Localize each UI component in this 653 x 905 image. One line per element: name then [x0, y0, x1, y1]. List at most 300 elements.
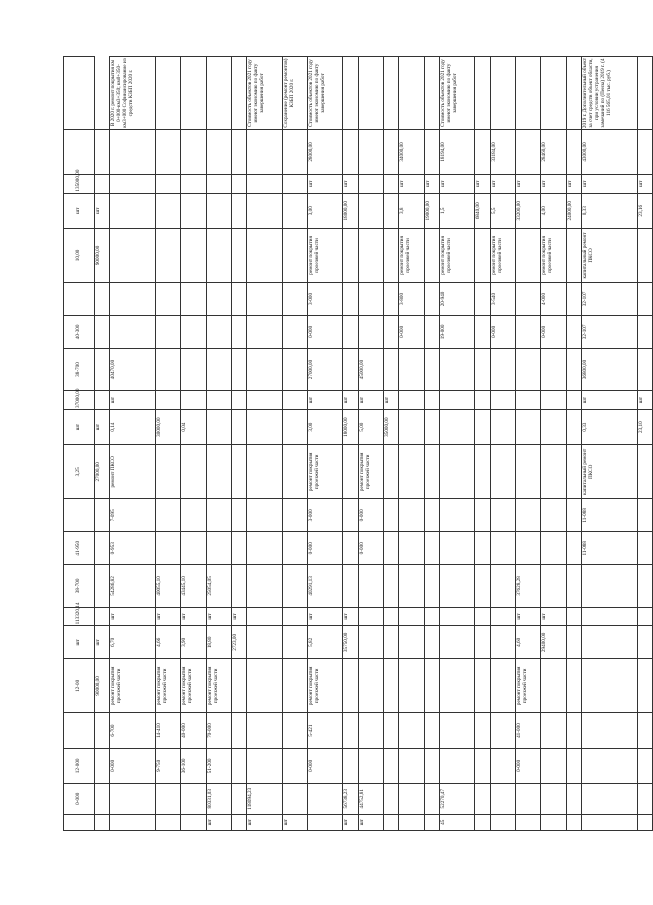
table-cell [343, 748, 358, 783]
table-row [439, 57, 474, 831]
table-cell: ремонт покрытия проезжей части [155, 659, 180, 713]
table-cell [181, 499, 206, 532]
table-cell [399, 607, 424, 626]
table-cell: ремонт покрытия проезжей части [307, 659, 342, 713]
table-cell [307, 814, 342, 830]
table-cell: 27000,00 [95, 445, 110, 499]
table-cell [515, 409, 540, 444]
table-cell: ремонт покрытия проезжей части [358, 445, 383, 499]
table-cell [95, 565, 110, 607]
table-cell [384, 282, 399, 315]
table-cell [384, 348, 399, 390]
table-cell [384, 783, 399, 814]
table-cell [424, 814, 439, 830]
table-cell [399, 532, 424, 565]
table-row [637, 57, 652, 831]
table-cell [343, 445, 358, 499]
table-cell [95, 130, 110, 175]
table-cell [231, 532, 246, 565]
table-cell [424, 532, 439, 565]
table-cell [282, 783, 307, 814]
table-cell [581, 748, 637, 783]
table-cell [181, 532, 206, 565]
table-cell [95, 282, 110, 315]
table-cell [206, 409, 231, 444]
table-cell [490, 783, 515, 814]
table-cell: 32-107 [581, 282, 637, 315]
table-cell [343, 348, 358, 390]
table-cell: 3,00 [307, 409, 342, 444]
table-cell [566, 748, 581, 783]
table-cell [358, 130, 383, 175]
table-cell [566, 713, 581, 748]
table-cell [206, 57, 231, 130]
table-cell: шт [282, 814, 307, 830]
table-cell [282, 607, 307, 626]
table-cell: 11-088 [581, 532, 637, 565]
table-cell [490, 499, 515, 532]
table-cell [231, 659, 246, 713]
table-cell: шт [206, 607, 231, 626]
table-cell [490, 713, 515, 748]
table-cell: 40291,13 [307, 565, 342, 607]
table-cell [384, 130, 399, 175]
table-cell [358, 659, 383, 713]
table-cell: шт [637, 391, 652, 410]
table-cell [384, 228, 399, 282]
table-cell [231, 748, 246, 783]
table-cell: ремонт покрытия проезжей части [206, 659, 231, 713]
table-cell: 0-000 [399, 315, 424, 348]
table-cell [282, 565, 307, 607]
table-row [110, 57, 156, 831]
table-cell: капитальный ремонт ПКСО [581, 445, 637, 499]
table-cell [439, 348, 474, 390]
table-cell [343, 565, 358, 607]
table-cell [399, 445, 424, 499]
table-cell: 2723,00 [231, 626, 246, 659]
table-cell [358, 193, 383, 228]
table-cell [181, 57, 206, 130]
table-cell [490, 532, 515, 565]
table-cell [95, 532, 110, 565]
table-cell [95, 748, 110, 783]
table-row [358, 57, 383, 831]
table-cell [566, 409, 581, 444]
table-cell [637, 659, 652, 713]
table-cell [475, 228, 490, 282]
table-cell [475, 532, 490, 565]
table-cell: 0,14 [110, 409, 156, 444]
table-cell [181, 228, 206, 282]
table-cell: шт [475, 174, 490, 193]
table-cell: 36-100 [181, 748, 206, 783]
table-cell [206, 391, 231, 410]
table-cell: 36800,00 [581, 348, 637, 390]
table-cell [155, 193, 180, 228]
table-cell: шт [424, 174, 439, 193]
table-cell: 0-953 [110, 532, 156, 565]
table-cell [181, 391, 206, 410]
table-row [95, 57, 110, 831]
table-cell: 41-950 [64, 532, 95, 565]
table-cell [424, 626, 439, 659]
table-cell [515, 391, 540, 410]
table-cell: 135000,00 [64, 174, 95, 193]
table-cell [490, 565, 515, 607]
table-cell [247, 626, 282, 659]
table-cell: Стоимость объектов 2021 году имеют экономию по факту завершения работ [439, 57, 474, 130]
table-cell: 33184,00 [490, 130, 515, 175]
table-cell [247, 713, 282, 748]
table-cell [206, 499, 231, 532]
table-cell: 3,8 [399, 193, 424, 228]
table-cell [475, 565, 490, 607]
table-cell [490, 409, 515, 444]
table-cell [384, 626, 399, 659]
table-cell [515, 445, 540, 499]
table-row [566, 57, 581, 831]
table-cell [490, 445, 515, 499]
table-cell [181, 445, 206, 499]
table-cell: 4,66 [155, 626, 180, 659]
table-cell [566, 499, 581, 532]
table-cell [231, 315, 246, 348]
table-cell [343, 499, 358, 532]
table-row [399, 57, 424, 831]
table-cell: 3-000 [307, 282, 342, 315]
table-cell: 0-000 [307, 315, 342, 348]
table-cell [231, 783, 246, 814]
table-cell: 113320,14 [64, 607, 95, 626]
table-cell: 4,60 [515, 626, 540, 659]
table-cell: 3,90 [181, 626, 206, 659]
table-cell [358, 565, 383, 607]
table-cell [637, 532, 652, 565]
table-cell: ремонт покрытия проезжей части [181, 659, 206, 713]
table-cell: 51-200 [206, 748, 231, 783]
table-cell: 43445,10 [181, 565, 206, 607]
table-cell: 38-700 [64, 565, 95, 607]
table-cell [490, 607, 515, 626]
table-cell [399, 659, 424, 713]
table-cell [155, 130, 180, 175]
table-cell [110, 228, 156, 282]
table-cell: 19-000 [439, 315, 474, 348]
table-cell [282, 713, 307, 748]
table-cell: 3,00 [307, 193, 342, 228]
table-cell: 0,04 [181, 409, 206, 444]
table-cell [282, 532, 307, 565]
table-cell: шт [110, 607, 156, 626]
table-cell [282, 315, 307, 348]
table-cell: 25054,05 [206, 565, 231, 607]
table-row [231, 57, 246, 831]
table-cell: шт [155, 607, 180, 626]
table-cell [581, 626, 637, 659]
table-cell [247, 348, 282, 390]
table-cell: 29400,00 [541, 626, 566, 659]
table-cell [384, 174, 399, 193]
table-cell [231, 174, 246, 193]
table-cell: шт [541, 174, 566, 193]
table-cell [424, 659, 439, 713]
table-cell [282, 174, 307, 193]
table-cell [282, 282, 307, 315]
table-cell [475, 348, 490, 390]
table-cell [637, 445, 652, 499]
table-cell [581, 659, 637, 713]
table-cell: 0-000 [64, 783, 95, 814]
table-cell [439, 713, 474, 748]
table-cell: 56738,23 [343, 783, 358, 814]
table-cell [399, 783, 424, 814]
table-cell [439, 445, 474, 499]
table-cell: ремонт покрытия проезжей части [110, 659, 156, 713]
table-row [64, 57, 95, 831]
table-cell [181, 315, 206, 348]
table-cell [541, 532, 566, 565]
table-cell: 1,5 [439, 193, 474, 228]
table-cell [155, 174, 180, 193]
table-row [515, 57, 540, 831]
table-cell [206, 315, 231, 348]
table-row [384, 57, 399, 831]
table-cell: 0-000 [358, 532, 383, 565]
table-cell: 0-000 [358, 499, 383, 532]
table-cell [581, 713, 637, 748]
table-cell [384, 315, 399, 348]
table-cell [231, 445, 246, 499]
table-cell [155, 282, 180, 315]
table-cell: ремонт покрытия проезжей части [307, 228, 342, 282]
table-cell [282, 659, 307, 713]
table-cell: капитальный ремонт ПКСО [581, 228, 637, 282]
table-cell [439, 659, 474, 713]
table-cell [384, 607, 399, 626]
table-cell: шт [343, 174, 358, 193]
table-cell [110, 282, 156, 315]
table-cell: 0-000 [541, 315, 566, 348]
table-cell [110, 174, 156, 193]
table-cell: 0-000 [307, 532, 342, 565]
table-cell [475, 57, 490, 130]
table-cell [155, 348, 180, 390]
table-cell [343, 315, 358, 348]
table-cell [637, 814, 652, 830]
table-cell [541, 391, 566, 410]
table-cell [424, 783, 439, 814]
table-cell: 24000,00 [566, 193, 581, 228]
table-cell: 5,5 [490, 193, 515, 228]
table-cell [206, 282, 231, 315]
table-cell [110, 130, 156, 175]
table-cell [399, 565, 424, 607]
table-cell [424, 130, 439, 175]
table-cell: 0,33 [581, 409, 637, 444]
table-cell [541, 565, 566, 607]
table-cell [515, 783, 540, 814]
table-cell: 44752,81 [358, 783, 383, 814]
table-cell [424, 57, 439, 130]
table-cell [439, 626, 474, 659]
table-cell: 45 [439, 814, 474, 830]
table-cell [541, 814, 566, 830]
table-cell [247, 748, 282, 783]
table-cell: шт [231, 607, 246, 626]
table-row [581, 57, 637, 831]
table-row [343, 57, 358, 831]
table-cell [110, 783, 156, 814]
table-cell [490, 814, 515, 830]
table-cell: шт [439, 174, 474, 193]
table-cell [231, 282, 246, 315]
table-cell [475, 130, 490, 175]
table-cell: 118094,23 [247, 783, 282, 814]
table-cell: 38-700 [64, 348, 95, 390]
table-cell: 40470,00 [110, 348, 156, 390]
table-cell [343, 532, 358, 565]
table-cell: 30000,00 [155, 409, 180, 444]
table-cell: 90000,00 [95, 228, 110, 282]
table-cell: шт [358, 814, 383, 830]
table-cell [343, 228, 358, 282]
table-cell [566, 607, 581, 626]
table-cell [566, 445, 581, 499]
table-cell: шт [515, 174, 540, 193]
table-cell [358, 315, 383, 348]
table-cell [358, 607, 383, 626]
table-cell [541, 445, 566, 499]
table-cell [181, 814, 206, 830]
table-cell: 11-088 [581, 499, 637, 532]
table-cell [637, 626, 652, 659]
table-cell [566, 626, 581, 659]
table-cell [384, 532, 399, 565]
table-cell: 23,10 [637, 409, 652, 444]
table-cell: 27000,00 [307, 348, 342, 390]
table-cell: шт [110, 391, 156, 410]
table-cell: 0-000 [110, 748, 156, 783]
table-cell: шт [95, 409, 110, 444]
table-cell [231, 193, 246, 228]
table-cell: шт [343, 607, 358, 626]
table-cell [637, 130, 652, 175]
table-cell: шт [64, 409, 95, 444]
table-cell: 7-095 [110, 499, 156, 532]
table-cell [247, 130, 282, 175]
table-cell [358, 174, 383, 193]
table-cell [384, 814, 399, 830]
table-cell [439, 499, 474, 532]
table-cell: 5-421 [307, 713, 342, 748]
table-cell [155, 814, 180, 830]
table-cell [247, 174, 282, 193]
table-cell [475, 315, 490, 348]
table-cell [247, 607, 282, 626]
table-cell [637, 282, 652, 315]
table-cell [515, 814, 540, 830]
table-row [247, 57, 282, 831]
table-cell [64, 57, 95, 130]
table-cell: ремонт покрытия проезжей части [399, 228, 424, 282]
table-cell [384, 499, 399, 532]
table-cell: 28460,00 [541, 130, 566, 175]
table-cell [64, 499, 95, 532]
table-cell [475, 282, 490, 315]
table-cell: шт [64, 193, 95, 228]
table-row [282, 57, 307, 831]
table-cell: 5,00 [358, 409, 383, 444]
table-cell: Стоимость объектов 2021 году имеют экономию по факту завершения работ [247, 57, 282, 130]
table-cell [566, 282, 581, 315]
table-cell [424, 748, 439, 783]
table-cell [515, 130, 540, 175]
table-cell: шт [541, 607, 566, 626]
table-cell: шт [343, 814, 358, 830]
table-cell [206, 532, 231, 565]
table-cell [206, 130, 231, 175]
table-cell [181, 282, 206, 315]
table-cell [64, 814, 95, 830]
table-cell [475, 814, 490, 830]
table-cell [399, 713, 424, 748]
table-cell: 0-000 [307, 748, 342, 783]
table-cell [424, 565, 439, 607]
table-cell [155, 783, 180, 814]
table-cell [399, 814, 424, 830]
table-cell [399, 348, 424, 390]
table-cell [566, 814, 581, 830]
table-cell: 19000,00 [424, 193, 439, 228]
table-cell [399, 748, 424, 783]
table-row [155, 57, 180, 831]
table-cell [231, 391, 246, 410]
table-cell: шт [515, 607, 540, 626]
table-cell: шт [343, 391, 358, 410]
table-cell [358, 57, 383, 130]
table-cell [566, 348, 581, 390]
table-cell [282, 445, 307, 499]
table-cell [110, 193, 156, 228]
table-cell: 28000,00 [307, 130, 342, 175]
table-cell [424, 445, 439, 499]
table-cell [475, 626, 490, 659]
table-cell [247, 659, 282, 713]
table-cell [343, 713, 358, 748]
table-cell: шт [490, 174, 515, 193]
table-cell [64, 282, 95, 315]
table-cell [439, 391, 474, 410]
table-cell: Стоимость объектов 2021 году имеют экономию по факту завершения работ [307, 57, 342, 130]
table-cell [475, 607, 490, 626]
table-cell [515, 228, 540, 282]
table-cell: 33200,00 [515, 193, 540, 228]
table-cell [384, 713, 399, 748]
table-cell [231, 814, 246, 830]
table-cell: 3-000 [307, 499, 342, 532]
table-cell: шт [206, 814, 231, 830]
table-cell [95, 607, 110, 626]
table-cell: ремонт покрытия проезжей части [307, 445, 342, 499]
table-cell [424, 409, 439, 444]
table-cell [566, 57, 581, 130]
table-cell [206, 348, 231, 390]
table-cell [399, 499, 424, 532]
table-cell [95, 783, 110, 814]
table-cell [384, 445, 399, 499]
table-cell [247, 565, 282, 607]
